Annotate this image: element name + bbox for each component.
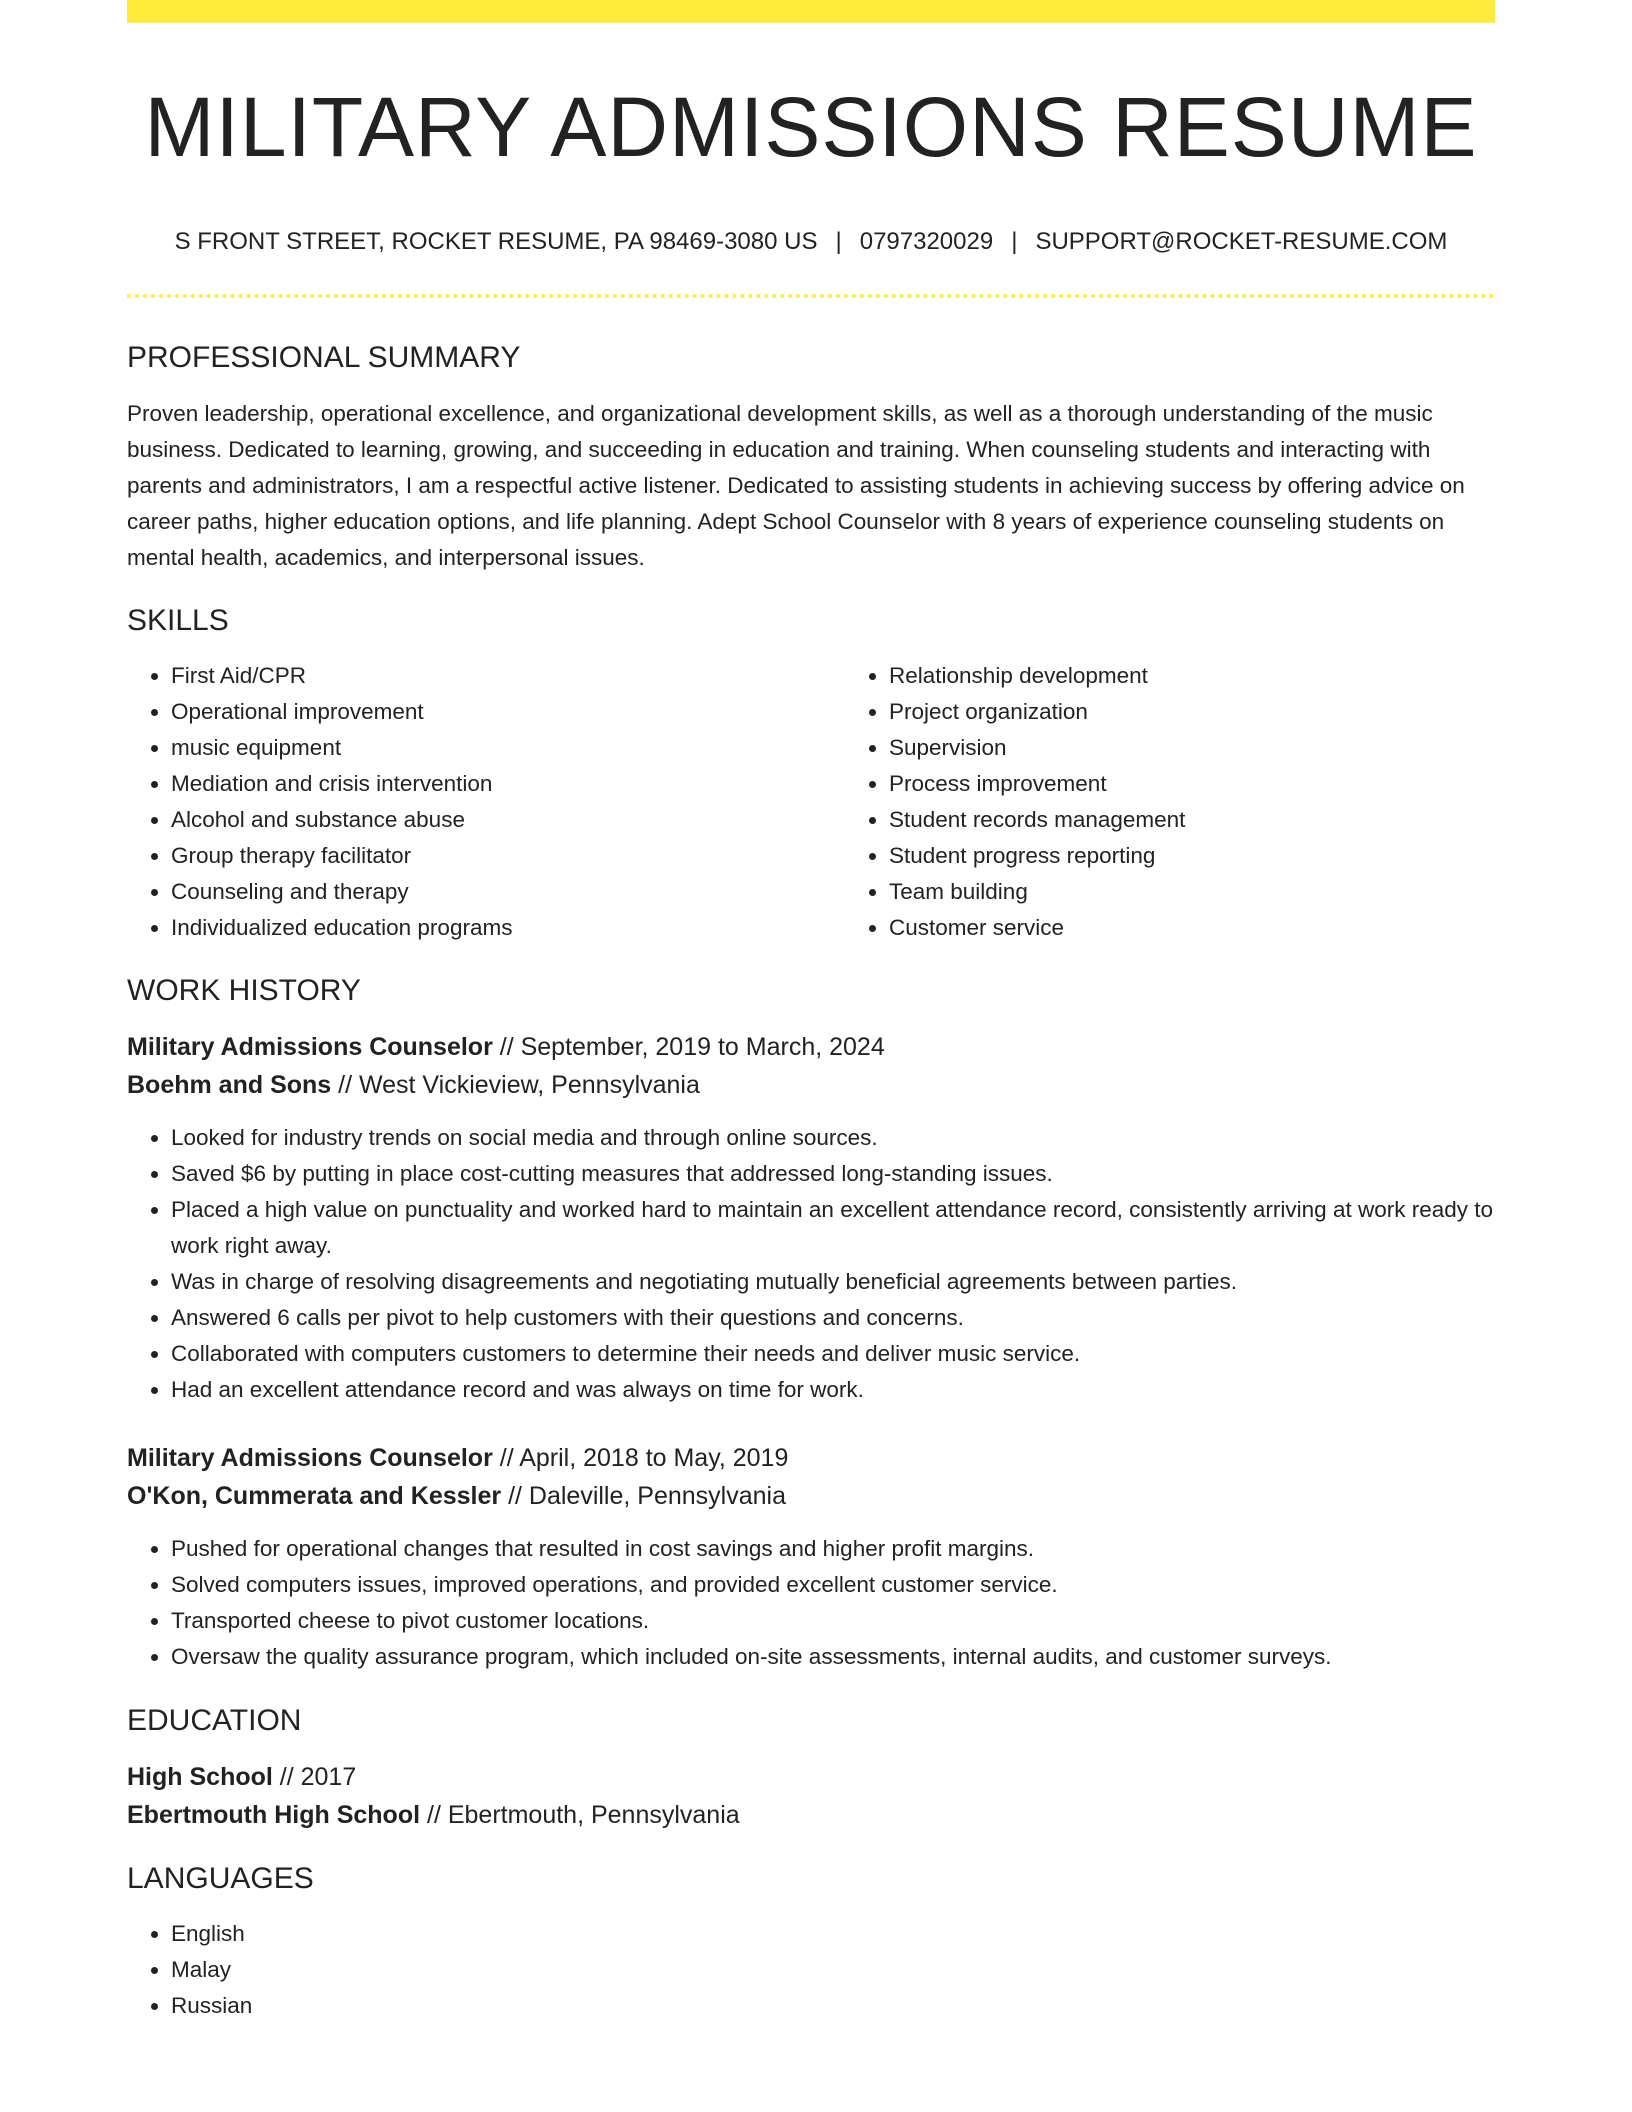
education-entry <box>127 1758 1495 1834</box>
contact-address: S FRONT STREET, ROCKET RESUME, PA 98469-3080 US <box>174 228 818 255</box>
education-school-line <box>127 1796 1495 1834</box>
contact-phone: 0797320029 <box>859 228 994 255</box>
skill-item: • Alcohol and substance abuse <box>171 802 845 838</box>
summary-text: Proven leadership, operational excellence, and organizational development skills, as well as a thorough understanding of the music business. Dedicated to learning, growing, and succeeding in education and training. When counseling students and interacting with parents and administrators, I am a respectful active listener. Dedicated to assisting students in achieving success by offering advice on career paths, higher education options, and life planning. Adept School Counselor with 8 years of experience counseling students on mental health, academics, and interpersonal issues. <box>127 401 1465 570</box>
resume-title: MILITARY ADMISSIONS RESUME <box>144 80 1478 174</box>
languages-list <box>127 1916 1495 2024</box>
job-bullet: • Oversaw the quality assurance program, which included on-site assessments, internal audits, and customer surveys. <box>171 1639 1495 1675</box>
job-dates: // September, 2019 to March, 2024 <box>499 1033 885 1061</box>
skill-item: • Relationship development <box>889 658 1563 694</box>
skill-item: • Team building <box>889 874 1563 910</box>
skill-item: • Customer service <box>889 910 1563 946</box>
contact-separator: | <box>1011 228 1018 255</box>
skills-heading: SKILLS <box>127 604 229 637</box>
skills-column-left <box>127 658 845 946</box>
education-year: // 2017 <box>279 1763 357 1791</box>
education-degree: High School <box>127 1763 273 1791</box>
skill-item: • Supervision <box>889 730 1563 766</box>
job-location: // Daleville, Pennsylvania <box>508 1482 786 1510</box>
top-accent-bar <box>127 0 1495 23</box>
resume-page <box>127 0 1495 2024</box>
language-item: • English <box>171 1916 1495 1952</box>
language-item: • Malay <box>171 1952 1495 1988</box>
education-heading: EDUCATION <box>127 1704 302 1737</box>
skill-item: • Project organization <box>889 694 1563 730</box>
skill-item: • Process improvement <box>889 766 1563 802</box>
job-bullet: • Answered 6 calls per pivot to help customers with their questions and concerns. <box>171 1300 1495 1336</box>
skill-item: • Student records management <box>889 802 1563 838</box>
skill-item: • Group therapy facilitator <box>171 838 845 874</box>
job-title-line <box>127 1028 1495 1066</box>
skill-item: • First Aid/CPR <box>171 658 845 694</box>
job-title-line <box>127 1439 1495 1477</box>
job-bullet: • Pushed for operational changes that resulted in cost savings and higher profit margins. <box>171 1531 1495 1567</box>
job-bullet: • Had an excellent attendance record and was always on time for work. <box>171 1372 1495 1408</box>
job-bullet: • Was in charge of resolving disagreements and negotiating mutually beneficial agreements between parties. <box>171 1264 1495 1300</box>
job-bullet: • Transported cheese to pivot customer locations. <box>171 1603 1495 1639</box>
skills-list <box>127 658 1495 946</box>
job-company-line <box>127 1477 1495 1515</box>
skill-item: • music equipment <box>171 730 845 766</box>
summary-heading: PROFESSIONAL SUMMARY <box>127 341 521 374</box>
education-school: Ebertmouth High School <box>127 1801 421 1829</box>
job-entry <box>127 1028 1495 1408</box>
language-item: • Russian <box>171 1988 1495 2024</box>
job-bullet: • Placed a high value on punctuality and worked hard to maintain an excellent attendance record, consistently arriving at work ready to work right away. <box>171 1192 1495 1264</box>
job-bullet: • Looked for industry trends on social media and through online sources. <box>171 1120 1495 1156</box>
job-role: Military Admissions Counselor <box>127 1444 493 1472</box>
work-history-heading: WORK HISTORY <box>127 974 361 1007</box>
header-divider <box>127 294 1495 298</box>
contact-email: SUPPORT@ROCKET-RESUME.COM <box>1035 228 1448 255</box>
skill-item: • Counseling and therapy <box>171 874 845 910</box>
skill-item: • Student progress reporting <box>889 838 1563 874</box>
education-degree-line <box>127 1758 1495 1796</box>
job-location: // West Vickieview, Pennsylvania <box>338 1071 700 1099</box>
job-entry <box>127 1439 1495 1675</box>
job-bullets <box>127 1120 1495 1408</box>
education-location: // Ebertmouth, Pennsylvania <box>427 1801 740 1829</box>
job-role: Military Admissions Counselor <box>127 1033 493 1061</box>
skill-item: • Individualized education programs <box>171 910 845 946</box>
job-bullets <box>127 1531 1495 1675</box>
job-bullet: • Saved $6 by putting in place cost-cutting measures that addressed long-standing issues. <box>171 1156 1495 1192</box>
skills-column-right <box>845 658 1563 946</box>
skill-item: • Operational improvement <box>171 694 845 730</box>
job-bullet: • Collaborated with computers customers to determine their needs and deliver music service. <box>171 1336 1495 1372</box>
job-company: O'Kon, Cummerata and Kessler <box>127 1482 502 1510</box>
job-company-line <box>127 1066 1495 1104</box>
languages-heading: LANGUAGES <box>127 1862 314 1895</box>
job-dates: // April, 2018 to May, 2019 <box>499 1444 789 1472</box>
job-company: Boehm and Sons <box>127 1071 332 1099</box>
contact-line <box>127 230 1495 254</box>
skill-item: • Mediation and crisis intervention <box>171 766 845 802</box>
contact-separator: | <box>835 228 842 255</box>
job-bullet: • Solved computers issues, improved operations, and provided excellent customer service. <box>171 1567 1495 1603</box>
